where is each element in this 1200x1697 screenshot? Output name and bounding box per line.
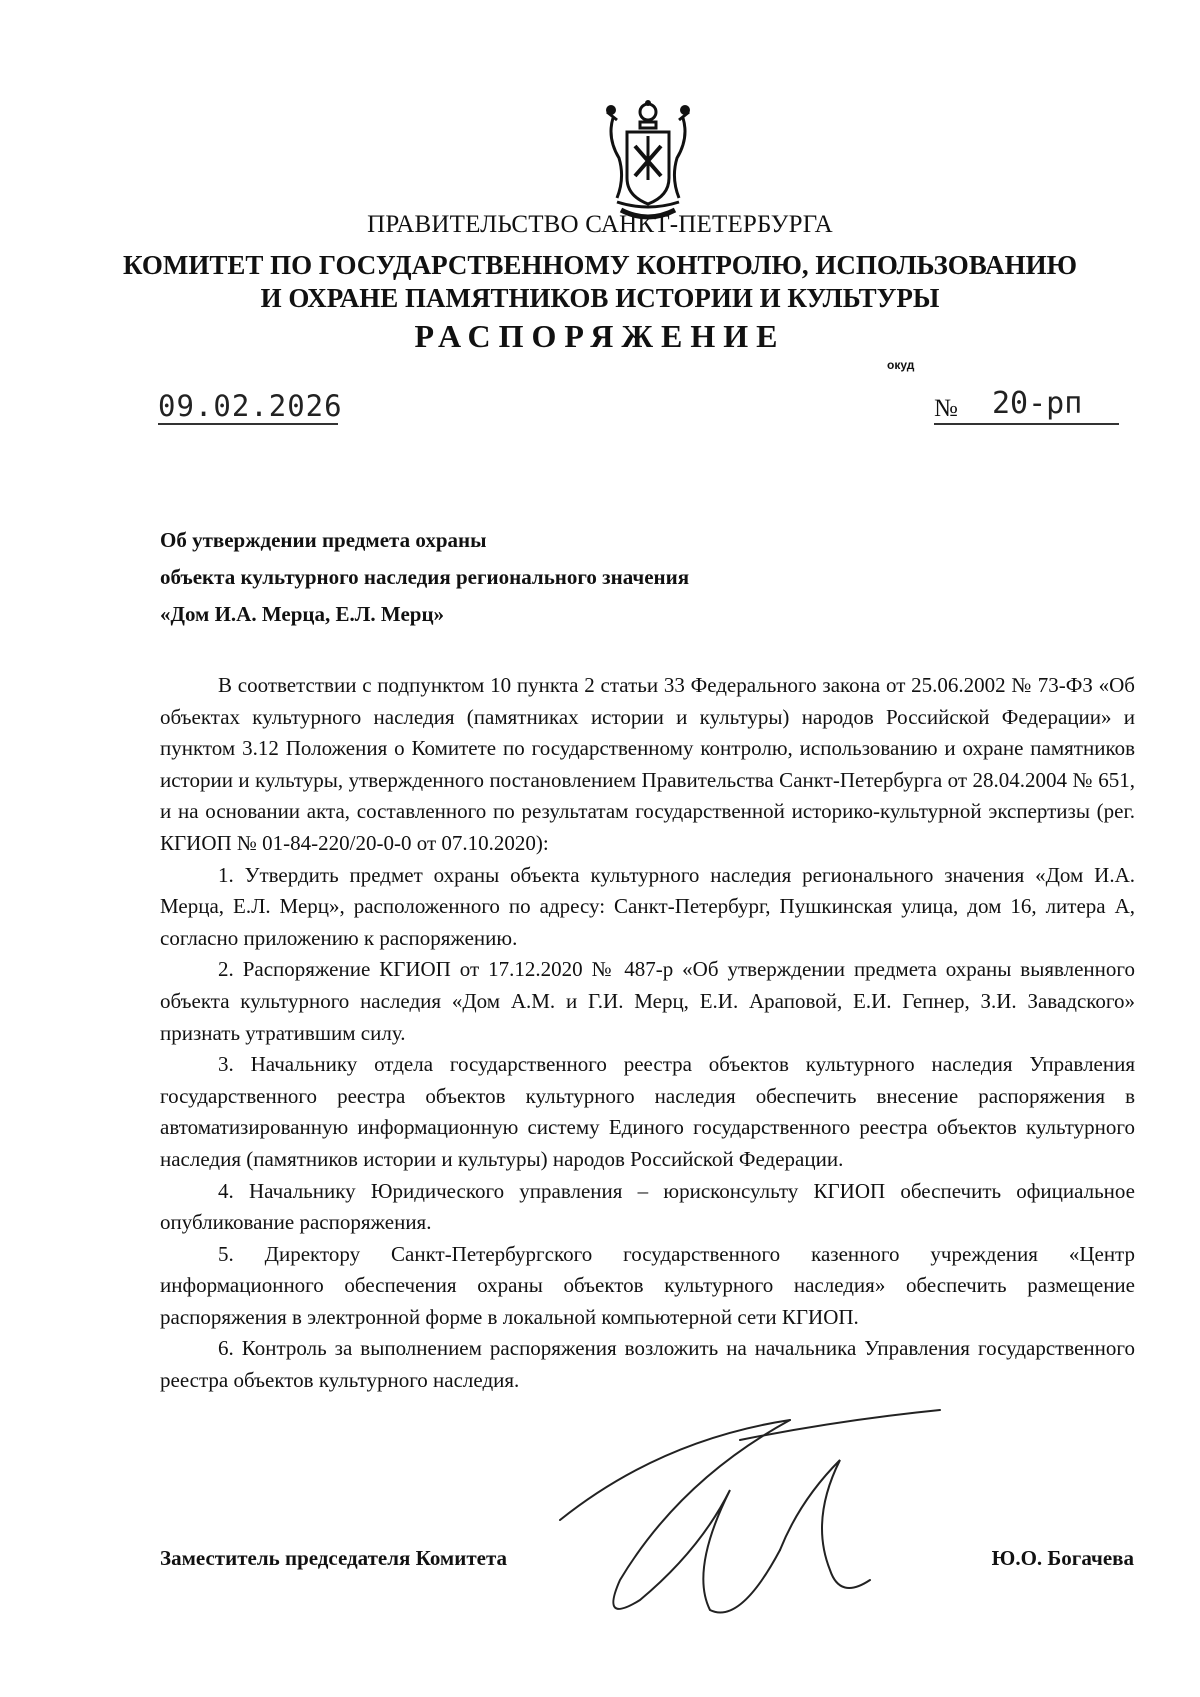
order-item-6: 6. Контроль за выполнением распоряжения возложить на начальника Управления государственного реестра объектов культурного наследия. [160,1336,1135,1393]
subject-line: объекта культурного наследия регионального значения [160,565,690,589]
handwritten-signature-icon [540,1400,960,1630]
order-item-5: 5. Директору Санкт-Петербургского государственного казенного учреждения «Центр информационного обеспечения охраны объектов культурного наследия» обеспечить размещение распоряжения в электронной форме в локальной компьютерной сети КГИОП. [160,1241,1135,1329]
document-type-title: РАСПОРЯЖЕНИЕ [414,318,786,354]
subject-line: Об утверждении предмета охраны [160,528,487,552]
document-body [160,670,1135,1397]
number-sign: № [934,395,958,422]
signatory-name: Ю.О. Богачева [991,1546,1134,1570]
signatory-role: Заместитель председателя Комитета [160,1546,508,1570]
document-date: 09.02.2026 [158,389,343,423]
order-item-2: 2. Распоряжение КГИОП от 17.12.2020 № 487-р «Об утверждении предмета охраны выявленного объекта культурного наследия «Дом А.М. и Г.И. Мерц, Е.И. Араповой, Е.И. Гепнер, З.И. Завадского» признать утратившим силу. [160,957,1135,1045]
subject-line: «Дом И.А. Мерца, Е.Л. Мерц» [160,602,445,626]
date-underline [158,423,338,425]
order-item-1: 1. Утвердить предмет охраны объекта культурного наследия регионального значения «Дом И.А. Мерца, Е.Л. Мерц», расположенного по адресу: Санкт-Петербург, Пушкинская улица, дом 16, литера А, согласно приложению к распоряжению. [160,862,1135,950]
government-name: ПРАВИТЕЛЬСТВО САНКТ-ПЕТЕРБУРГА [367,211,833,238]
committee-name-line2: И ОХРАНЕ ПАМЯТНИКОВ ИСТОРИИ И КУЛЬТУРЫ [260,283,940,313]
committee-name-line1: КОМИТЕТ ПО ГОСУДАРСТВЕННОМУ КОНТРОЛЮ, ИСПОЛЬЗОВАНИЮ [123,250,1077,280]
preamble-paragraph: В соответствии с подпунктом 10 пункта 2 статьи 33 Федерального закона от 25.06.2002 № 73-ФЗ «Об объектах культурного наследия (памятниках истории и культуры) народов Российской Федерации» и пунктом 3.12 Положения о Комитете по государственному контролю, использованию и охране памятников истории и культуры, утвержденного постановлением Правительства Санкт-Петербурга от 28.04.2004 № 651, и на основании акта, составленного по результатам государственной историко-культурной экспертизы (рег. КГИОП № 01-84-220/20-0-0 от 07.10.2020): [160,673,1135,855]
document-subject [160,522,689,633]
order-item-3: 3. Начальнику отдела государственного реестра объектов культурного наследия Управления государственного реестра объектов культурного наследия обеспечить внесение распоряжения в автоматизированную информационную систему Единого государственного реестра объектов культурного наследия (памятников истории и культуры) народов Российской Федерации. [160,1052,1135,1171]
coat-of-arms-icon [601,98,695,222]
order-item-4: 4. Начальнику Юридического управления – юрисконсульту КГИОП обеспечить официальное опубликование распоряжения. [160,1178,1135,1235]
document-number: 20-рп [992,386,1083,421]
number-underline [934,423,1119,425]
okud-label: окуд [887,358,915,372]
